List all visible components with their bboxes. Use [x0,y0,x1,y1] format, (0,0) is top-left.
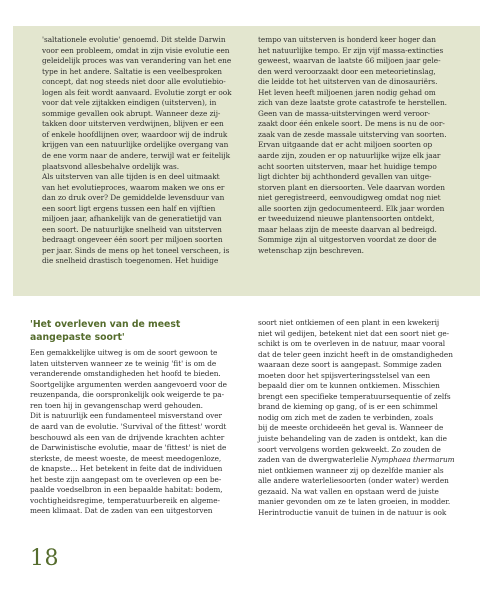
paragraph-line: sterkste, de meest woeste, de meest meedogenloze, [30,453,222,463]
paragraph-line: veranderende omstandigheden het hoofd te bieden. [30,369,221,379]
paragraph-line: bij de meeste orchideeën het geval is. Wanneer de [258,423,444,433]
paragraph-line: Herintroductie vanuit de tuinen in de natuur is ook [258,507,447,517]
paragraph-line: nodig om zich met de zaden te verbinden, zoals [258,412,434,422]
paragraph-line: takken door uitsterven verdwijnen, blijven er een [42,119,224,129]
paragraph-line: ligt dichter bij achthonderd gevallen van uitge- [258,172,432,182]
species-name: Nymphaea thermarum [370,455,455,465]
paragraph-line: sommige gevallen ook abrupt. Wanneer deze zij- [42,108,221,118]
paragraph-line: van het evolutieproces, waarom maken we ons er [42,182,225,192]
paragraph-line: de Darwinistische evolutie, maar de 'fittest' is niet de [30,443,227,453]
paragraph-line: zaak van de zesde massale uitsterving van soorten. [258,129,447,139]
paragraph-line: Dit is natuurlijk een fundamenteel misverstand over [30,411,222,421]
paragraph-line: maar helaas zijn de meeste daarvan al bedreigd. [258,224,437,234]
paragraph-line: plaatsvond allesbehalve ordelijk was. [42,161,180,171]
paragraph-line: Geen van de massa-uitstervingen werd veroor- [258,108,431,118]
paragraph-line: bepaald dier om te kunnen ontkiemen. Misschien [258,381,440,391]
box-column-right [258,35,454,256]
paragraph-line: niet ontkiemen wanneer zij op dezelfde manier als [258,465,444,475]
page-number: 18 [30,546,59,571]
paragraph-line: vochtigheidsregime, temperatuurbereik en algeme- [30,495,220,505]
paragraph-line: geweest, waarvan de laatste 66 miljoen jaar gele- [258,56,441,66]
paragraph-line: miljoen jaar, afhankelijk van de generatietijd van [42,214,222,224]
paragraph-line: er tweeduizend nieuwe plantensoorten ontdekt, [258,214,435,224]
paragraph-line: Soortgelijke argumenten werden aangevoerd voor de [30,379,227,389]
paragraph-line: storven plant en diersoorten. Vele daarvan worden [258,182,445,192]
paragraph-line [258,455,454,466]
paragraph-line: acht soorten uitsterven, maar het huidige tempo [258,161,437,171]
paragraph-line: Ervan uitgaande dat er acht miljoen soorten op [258,140,433,150]
paragraph-line: brengt een specifieke temperatuursequentie of zelfs [258,391,451,401]
paragraph-line: bedraagt ongeveer één soort per miljoen soorten [42,235,223,245]
paragraph-line: reuzenpanda, die oorspronkelijk ook weigerde te pa- [30,390,225,400]
paragraph-line: wetenschap zijn beschreven. [258,245,364,255]
paragraph-line: dan zo druk over? De gemiddelde levensduur van [42,193,225,203]
paragraph-line: waaraan deze soort is aangepast. Sommige zaden [258,360,442,370]
paragraph-line: de aard van de evolutie. 'Survival of the fittest' wordt [30,422,227,432]
paragraph-line: alle andere waterleliesoorten (onder water) werden [258,476,449,486]
paragraph-line: brand de kieming op gang, of is er een schimmel [258,402,438,412]
paragraph-line: de knapste… Het betekent in feite dat de individuen [30,464,223,474]
paragraph-line: een soort. De natuurlijke snelheid van uitsterven [42,224,222,234]
paragraph-line: het natuurlijke tempo. Er zijn vijf massa-extincties [258,45,444,55]
paragraph-line: zich van deze laatste grote catastrofe te herstellen. [258,98,447,108]
section-heading-line: 'Het overleven van de meest [30,319,181,330]
paragraph-line: dat de teler geen inzicht heeft in de omstandigheden [258,349,453,359]
paragraph-line: soort vervolgens worden gekweekt. Zo zouden de [258,444,441,454]
paragraph-line: de ene vorm naar de andere, terwijl wat er feitelijk [42,151,230,161]
paragraph-line: logen als feit wordt aanvaard. Evolutie zorgt er ook [42,87,232,97]
paragraph-line: niet geregistreerd, eenvoudigweg omdat nog niet [258,193,441,203]
paragraph-line: Sommige zijn al uitgestorven voordat ze door de [258,235,437,245]
paragraph-line: alle soorten zijn gedocumenteerd. Elk jaar worden [258,203,445,213]
paragraph-line: type in het andere. Saltatie is een veelbesproken [42,66,222,76]
box-column-left [42,35,238,267]
sidebar-box [13,26,480,296]
paragraph-line: Een gemakkelijke uitweg is om de soort gewoon te [30,348,218,358]
paragraph-line: krijgen van een natuurlijke ordelijke overgang van [42,140,229,150]
paragraph-line: aarde zijn, zouden er op natuurlijke wijze elk jaar [258,151,441,161]
paragraph-line: ren toen hij in gevangenschap werd gehouden. [30,400,203,410]
paragraph-line: zaakt door één enkele soort. De mens is nu de oor- [258,119,445,129]
paragraph-line: beschouwd als een van de drijvende krachten achter [30,432,225,442]
paragraph-line: die leidde tot het uitsterven van de dinosauriërs. [258,77,438,87]
paragraph-line: manier gevonden om ze te laten groeien, in modder. [258,497,451,507]
paragraph-line: die snelheid drastisch toegenomen. Het huidige [42,256,219,266]
paragraph-line: 'saltationele evolutie' genoemd. Dit stelde Darwin [42,35,226,44]
paragraph-line: moeten door het spijsverteringsstelsel van een [258,370,430,380]
paragraph-line: laten uitsterven wanneer ze te weinig 'fit' is om de [30,358,217,368]
paragraph-line: den werd veroorzaakt door een meteorietinslag, [258,66,436,76]
paragraph-line: Het leven heeft miljoenen jaren nodig gehad om [258,87,436,97]
paragraph-line: soort niet ontkiemen of een plant in een kwekerij [258,318,440,327]
main-column-left [30,319,226,517]
paragraph-line: voor een probleem, omdat in zijn visie evolutie een [42,45,230,55]
paragraph-line: per jaar. Sinds de mens op het toneel verscheen, is [42,245,230,255]
paragraph-line: een soort ligt ergens tussen een half en vijftien [42,203,216,213]
paragraph-line: geleidelijk proces was van verandering van het ene [42,56,232,66]
paragraph-line: paalde voedselbron in een bepaalde habitat: bodem, [30,485,223,495]
paragraph-line: tempo van uitsterven is honderd keer hoger dan [258,35,436,44]
paragraph-line: juiste behandeling van de zaden is ontdekt, kan die [258,434,447,444]
paragraph-line: Als uitsterven van alle tijden is en deel uitmaakt [42,172,220,182]
paragraph-line: meen klimaat. Dat de zaden van een uitgestorven [30,506,213,516]
section-heading [30,319,226,344]
paragraph-line: of enkele hoofdlijnen over, waardoor wij de indruk [42,129,228,139]
paragraph-line: gezaaid. Na wat vallen en opstaan werd de juiste [258,486,439,496]
section-heading-line: aangepaste soort' [30,331,125,343]
paragraph-line: schikt is om te overleven in de natuur, maar vooral [258,339,446,349]
text-span: zaden van de dwergwaterlelie [258,455,371,465]
paragraph-line: concept, dat nog steeds niet door alle evolutiebio- [42,77,226,87]
paragraph-line: het beste zijn aangepast om te overleven op een be- [30,474,222,484]
paragraph-line: voor dat vele zijtakken eindigen (uitsterven), in [42,98,217,108]
paragraph-line: niet wil gedijen, betekent niet dat een soort niet ge- [258,328,450,338]
main-column-right [258,318,454,518]
